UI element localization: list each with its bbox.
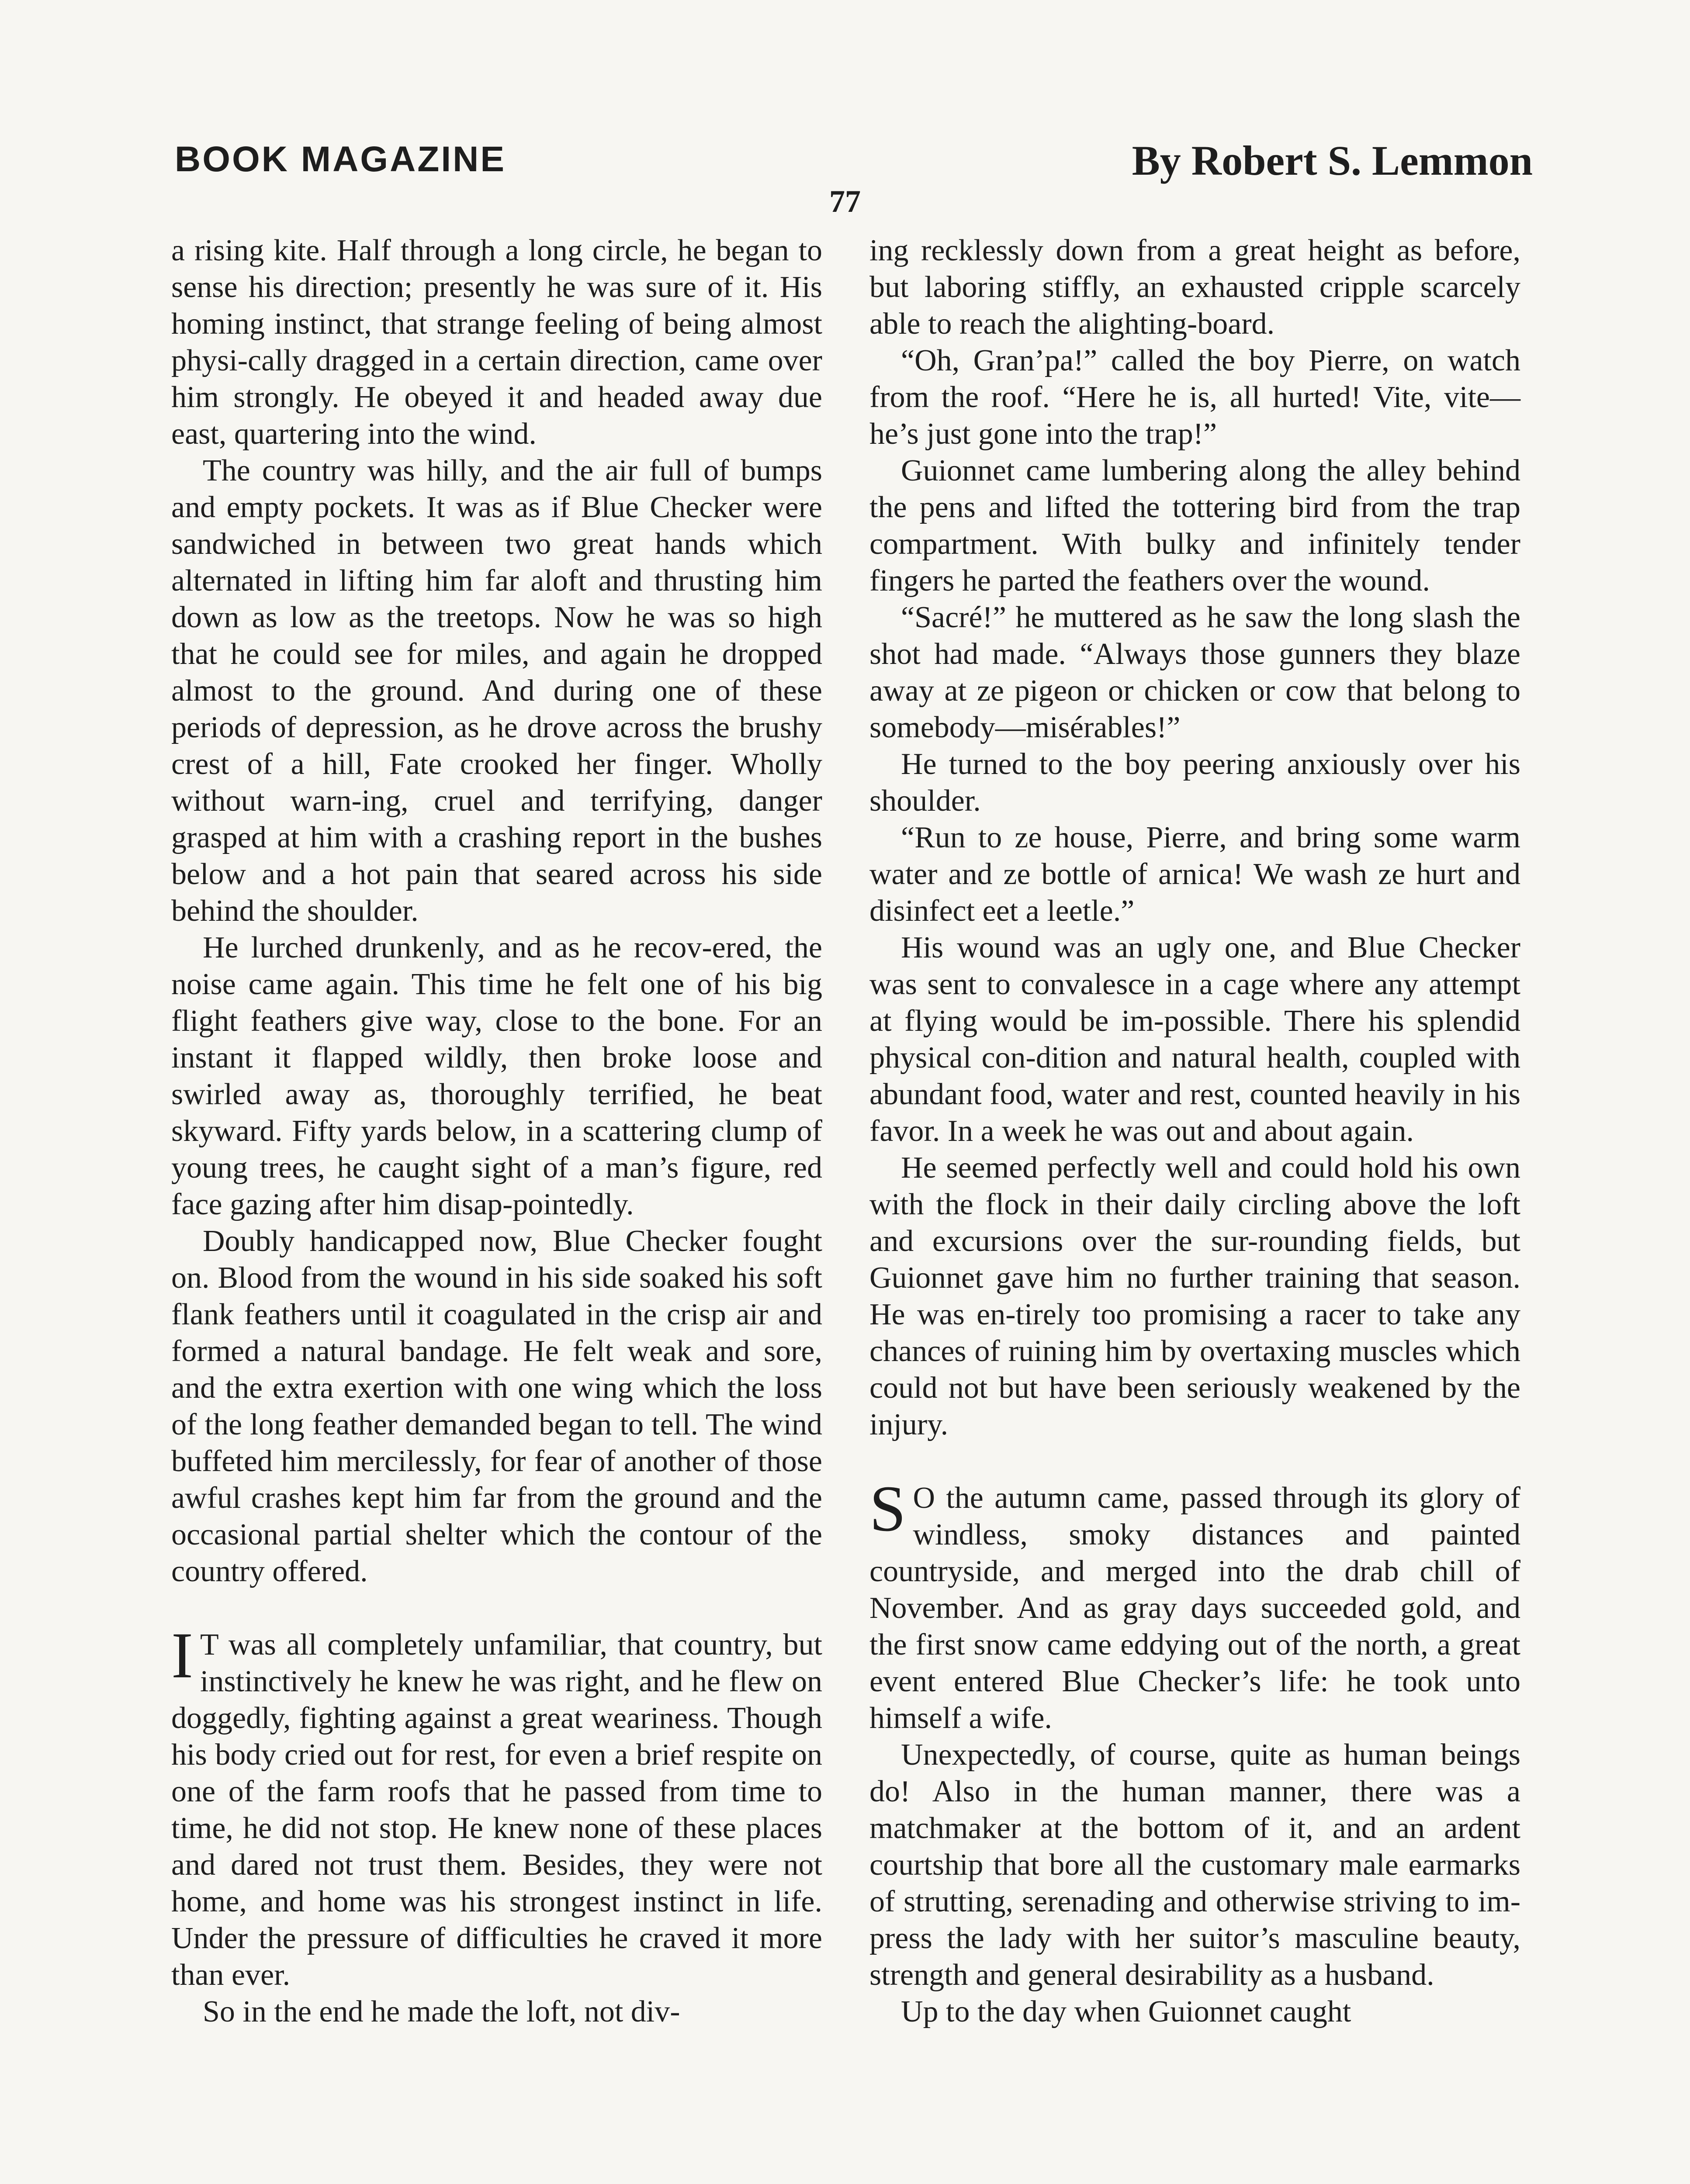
paragraph: He turned to the boy peering anxiously over his shoulder. [869,747,1520,818]
left-column [171,232,822,2030]
paragraph: His wound was an ugly one, and Blue Checker was sent to convalesce in a cage where any attempt at flying would be im-possible. There his splendid physical con-dition and natural health, coupled with abundant food, water and rest, counted heavily in his favor. In a week he was out and about again. [869,931,1520,1148]
paragraph: “Oh, Gran’pa!” called the boy Pierre, on watch from the roof. “Here he is, all hurted! Vite, vite—he’s just gone into the trap!” [869,344,1520,451]
paragraph-text: O the autumn came, passed through its glory of windless, smoky distances and painted countryside, and merged into the drab chill of November. And as gray days succeeded gold, and the first snow came eddying out of the north, a great event entered Blue Checker’s life: he took unto himself a wife. [869,1481,1520,1735]
publication-title: BOOK MAGAZINE [175,139,506,179]
drop-cap: I [171,1619,193,1692]
paragraph: Unexpectedly, of course, quite as human beings do! Also in the human manner, there was a matchmaker at the bottom of it, and an ardent courtship that bore all the customary male earmarks of strutting, serenading and otherwise striving to im-press the lady with her suitor’s masculine beauty, strength and general desirability as a husband. [869,1738,1520,1992]
paragraph: Up to the day when Guionnet caught [901,1995,1351,2028]
paragraph: The country was hilly, and the air full of bumps and empty pockets. It was as if Blue Checker were sandwiched in between two great hands which alternated in lifting him far aloft and thrusting him down as low as the treetops. Now he was so high that he could see for miles, and again he dropped almost to the ground. And during one of these periods of depression, as he drove across the brushy crest of a hill, Fate crooked her finger. Wholly without warn-ing, cruel and terrifying, danger grasped at him with a crashing report in the bushes below and a hot pain that seared across his side behind the shoulder. [171,454,822,928]
paragraph: He seemed perfectly well and could hold his own with the flock in their daily circling above the loft and excursions over the sur-rounding fields, but Guionnet gave him no further training that season. He was en-tirely too promising a racer to take any chances of ruining him by overtaxing muscles which could not but have been seriously weakened by the injury. [869,1151,1520,1441]
paragraph: Doubly handicapped now, Blue Checker fought on. Blood from the wound in his side soaked his soft flank feathers until it coagulated in the crisp air and formed a natural bandage. He felt weak and sore, and the extra exertion with one wing which the loss of the long feather demanded began to tell. The wind buffeted him mercilessly, for fear of another of those awful crashes kept him far from the ground and the occasional partial shelter which the contour of the country offered. [171,1224,822,1588]
paragraph: Guionnet came lumbering along the alley behind the pens and lifted the tottering bird from the trap compartment. With bulky and infinitely tender fingers he parted the feathers over the wound. [869,454,1520,598]
paragraph: “Run to ze house, Pierre, and bring some warm water and ze bottle of arnica! We wash ze hurt and disinfect eet a leetle.” [869,821,1520,928]
paragraph: “Sacré!” he muttered as he saw the long slash the shot had made. “Always those gunners they blaze away at ze pigeon or chicken or cow that belong to somebody—misérables!” [869,601,1520,744]
paragraph: He lurched drunkenly, and as he recov-ered, the noise came again. This time he felt one of his big flight feathers give way, close to the bone. For an instant it flapped wildly, then broke loose and swirled away as, thoroughly terrified, he beat skyward. Fifty yards below, in a scattering clump of young trees, he caught sight of a man’s figure, red face gazing after him disap-pointedly. [171,931,822,1221]
section-paragraph [171,1619,822,1994]
paragraph: a rising kite. Half through a long circle, he began to sense his direction; presently he was sure of it. His homing instinct, that strange feeling of being almost physi-cally dragged in a certain direction, came over him strongly. He obeyed it and headed away due east, quartering into the wind. [171,234,822,451]
section-paragraph [869,1472,1520,1737]
right-column [869,232,1520,2030]
page-number: 77 [829,184,861,219]
paragraph-text: T was all completely unfamiliar, that country, but instinctively he knew he was right, and he flew on doggedly, fighting against a great weariness. Though his body cried out for rest, for even a brief respite on one of the farm roofs that he passed from time to time, he did not stop. He knew none of these places and dared not trust them. Besides, they were not home, and home was his strongest instinct in life. Under the pressure of difficulties he craved it more than ever. [171,1628,822,1992]
drop-cap: S [869,1472,906,1545]
paragraph: ing recklessly down from a great height as before, but laboring stiffly, an exhausted cripple scarcely able to reach the alighting-board. [869,234,1520,341]
author-byline: By Robert S. Lemmon [1132,137,1533,184]
paragraph: So in the end he made the loft, not div- [203,1995,680,2028]
